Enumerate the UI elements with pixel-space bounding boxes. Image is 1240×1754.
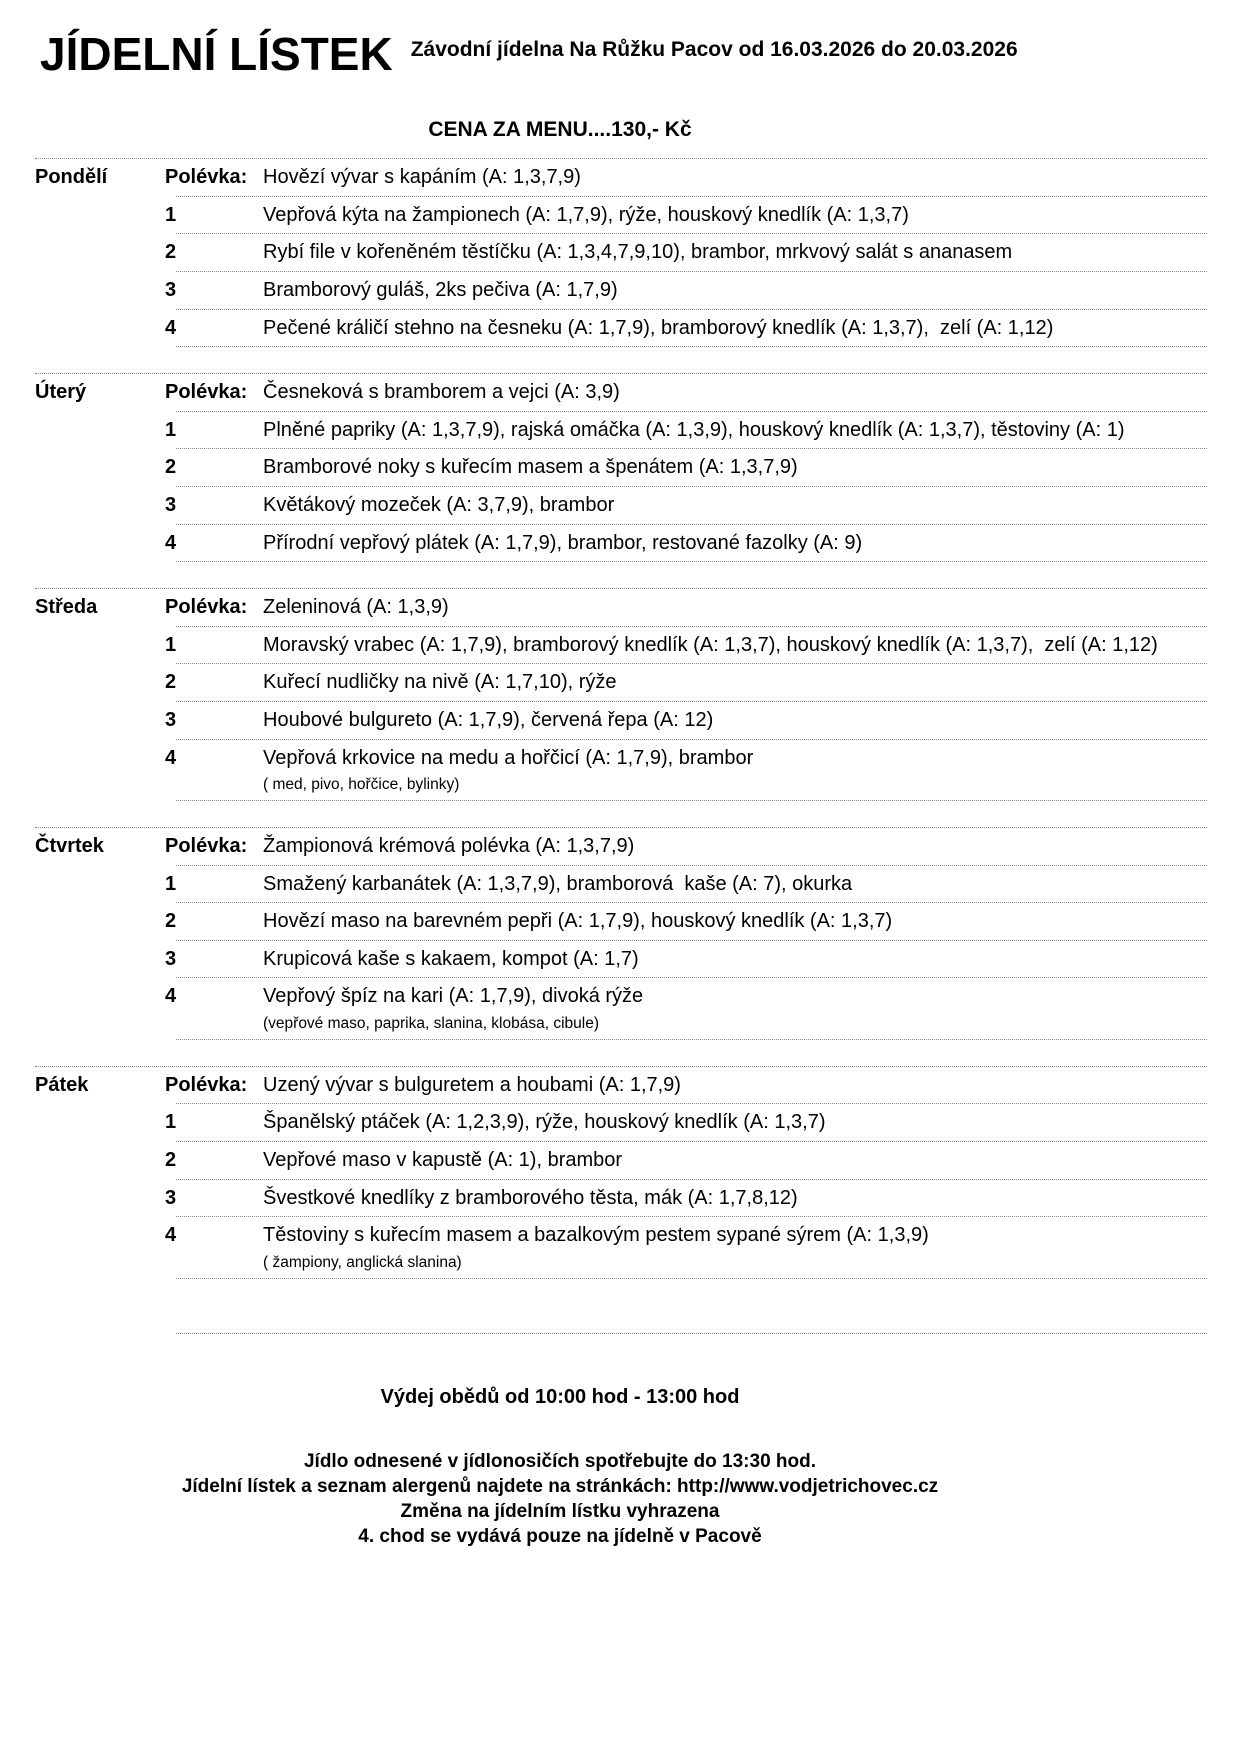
item-number: 4	[165, 316, 177, 339]
day-gap	[35, 562, 1207, 588]
day-gap	[35, 1040, 1207, 1066]
menu-item-row	[35, 234, 1207, 271]
soup-label: Polévka:	[165, 596, 248, 619]
footer-separator	[176, 1333, 1207, 1334]
item-number: 1	[165, 1111, 177, 1134]
item-text: Vepřový špíz na kari (A: 1,7,9), divoká rýže (vepřové maso, paprika, slanina, klobása, cibule)	[263, 984, 1207, 1033]
day-name: Středa	[35, 596, 98, 619]
item-number: 3	[165, 279, 177, 302]
item-note: ( med, pivo, hořčice, bylinky)	[263, 776, 460, 794]
item-note: (vepřové maso, paprika, slanina, klobása, cibule)	[263, 1015, 600, 1032]
item-number: 2	[165, 241, 177, 264]
day-gap	[35, 1279, 1207, 1305]
day-name: Pátek	[35, 1073, 89, 1096]
menu-item-row	[35, 941, 1207, 978]
soup-text: Česneková s bramborem a vejci (A: 3,9)	[263, 381, 620, 404]
menu-item-row	[35, 978, 1207, 1038]
item-number: 4	[165, 1224, 177, 1247]
item-number: 3	[165, 947, 177, 970]
item-text: Kuřecí nudličky na nivě (A: 1,7,10), rýže	[263, 671, 617, 694]
item-number: 1	[165, 203, 177, 226]
item-number: 1	[165, 872, 177, 895]
item-text: Hovězí maso na barevném pepři (A: 1,7,9), houskový knedlík (A: 1,3,7)	[263, 910, 893, 933]
item-number: 3	[165, 1186, 177, 1209]
item-text: Bramborový guláš, 2ks pečiva (A: 1,7,9)	[263, 279, 618, 302]
soup-text: Žampionová krémová polévka (A: 1,3,7,9)	[263, 835, 635, 858]
item-text: Švestkové knedlíky z bramborového těsta, mák (A: 1,7,8,12)	[263, 1186, 798, 1209]
item-text: Krupicová kaše s kakaem, kompot (A: 1,7)	[263, 947, 639, 970]
item-text: Těstoviny s kuřecím masem a bazalkovým pestem sypané sýrem (A: 1,3,9) ( žampiony, anglická slanina)	[263, 1223, 1207, 1272]
page-subtitle: Závodní jídelna Na Růžku Pacov od 16.03.2026 do 20.03.2026	[410, 38, 1018, 61]
item-text: Bramborové noky s kuřecím masem a špenátem (A: 1,3,7,9)	[263, 456, 798, 479]
soup-text: Hovězí vývar s kapáním (A: 1,3,7,9)	[263, 166, 581, 189]
soup-row	[35, 589, 1207, 626]
menu-item-row	[35, 1217, 1207, 1277]
footer-notes	[30, 1449, 1090, 1549]
item-number: 2	[165, 1149, 177, 1172]
footer-note-line: Změna na jídelním lístku vyhrazena	[400, 1500, 720, 1522]
footer-note-line: 4. chod se vydává pouze na jídelně v Pacově	[358, 1525, 762, 1547]
item-text: Vepřová krkovice na medu a hořčicí (A: 1,7,9), brambor ( med, pivo, hořčice, bylinky)	[263, 746, 1207, 795]
day-name: Čtvrtek	[35, 835, 104, 858]
item-text: Španělský ptáček (A: 1,2,3,9), rýže, houskový knedlík (A: 1,3,7)	[263, 1111, 826, 1134]
item-text: Květákový mozeček (A: 3,7,9), brambor	[263, 494, 615, 517]
menu-item-row	[35, 197, 1207, 234]
item-text: Plněné papriky (A: 1,3,7,9), rajská omáčka (A: 1,3,9), houskový knedlík (A: 1,3,7), těstoviny (A: 1)	[263, 418, 1125, 441]
item-number: 4	[165, 985, 177, 1008]
item-text: Moravský vrabec (A: 1,7,9), bramborový knedlík (A: 1,3,7), houskový knedlík (A: 1,3,7), zelí (A: 1,12)	[263, 633, 1158, 656]
soup-text: Zeleninová (A: 1,3,9)	[263, 596, 449, 619]
soup-row	[35, 374, 1207, 411]
menu-item-row	[35, 627, 1207, 664]
day-name: Pondělí	[35, 166, 108, 189]
item-text: Houbové bulgureto (A: 1,7,9), červená řepa (A: 12)	[263, 709, 714, 732]
menu-table	[35, 158, 1207, 1304]
document-header	[0, 0, 1240, 78]
item-number: 2	[165, 671, 177, 694]
item-text: Přírodní vepřový plátek (A: 1,7,9), brambor, restované fazolky (A: 9)	[263, 531, 863, 554]
day-name: Úterý	[35, 381, 87, 404]
menu-item-row	[35, 487, 1207, 524]
item-number: 4	[165, 531, 177, 554]
item-number: 3	[165, 709, 177, 732]
soup-row	[35, 828, 1207, 865]
item-number: 2	[165, 456, 177, 479]
item-text: Rybí file v kořeněném těstíčku (A: 1,3,4,7,9,10), brambor, mrkvový salát s ananasem	[263, 241, 1013, 264]
soup-label: Polévka:	[165, 166, 248, 189]
menu-item-row	[35, 664, 1207, 701]
menu-item-row	[35, 310, 1207, 347]
serving-hours: Výdej obědů od 10:00 hod - 13:00 hod	[380, 1385, 740, 1408]
menu-item-row	[35, 702, 1207, 739]
item-text: Vepřová kýta na žampionech (A: 1,7,9), rýže, houskový knedlík (A: 1,3,7)	[263, 203, 909, 226]
item-number: 3	[165, 494, 177, 517]
menu-item-row	[35, 740, 1207, 800]
menu-item-row	[35, 272, 1207, 309]
item-text: Vepřové maso v kapustě (A: 1), brambor	[263, 1149, 623, 1172]
soup-row	[35, 159, 1207, 196]
soup-label: Polévka:	[165, 381, 248, 404]
menu-item-row	[35, 1104, 1207, 1141]
menu-item-row	[35, 866, 1207, 903]
menu-price-line: CENA ZA MENU....130,- Kč	[428, 118, 692, 142]
item-note: ( žampiony, anglická slanina)	[263, 1253, 462, 1271]
menu-item-row	[35, 1142, 1207, 1179]
day-gap	[35, 347, 1207, 373]
menu-item-row	[35, 1180, 1207, 1217]
soup-label: Polévka:	[165, 835, 248, 858]
footer-note-line: Jídlo odnesené v jídlonosičích spotřebujte do 13:30 hod.	[303, 1450, 817, 1472]
item-number: 4	[165, 746, 177, 769]
soup-label: Polévka:	[165, 1073, 248, 1096]
footer-note-line: Jídelní lístek a seznam alergenů najdete na stránkách: http://www.vodjetrichovec.cz	[181, 1475, 939, 1497]
item-number: 1	[165, 418, 177, 441]
item-number: 1	[165, 633, 177, 656]
day-gap	[35, 801, 1207, 827]
item-text: Pečené králičí stehno na česneku (A: 1,7,9), bramborový knedlík (A: 1,3,7), zelí (A: 1,12)	[263, 316, 1054, 339]
soup-text: Uzený vývar s bulguretem a houbami (A: 1,7,9)	[263, 1073, 681, 1096]
menu-item-row	[35, 412, 1207, 449]
menu-item-row	[35, 903, 1207, 940]
menu-item-row	[35, 449, 1207, 486]
soup-row	[35, 1067, 1207, 1104]
page-title: JÍDELNÍ LÍSTEK	[40, 28, 393, 80]
menu-item-row	[35, 525, 1207, 562]
item-text: Smažený karbanátek (A: 1,3,7,9), bramborová kaše (A: 7), okurka	[263, 872, 853, 895]
item-number: 2	[165, 910, 177, 933]
